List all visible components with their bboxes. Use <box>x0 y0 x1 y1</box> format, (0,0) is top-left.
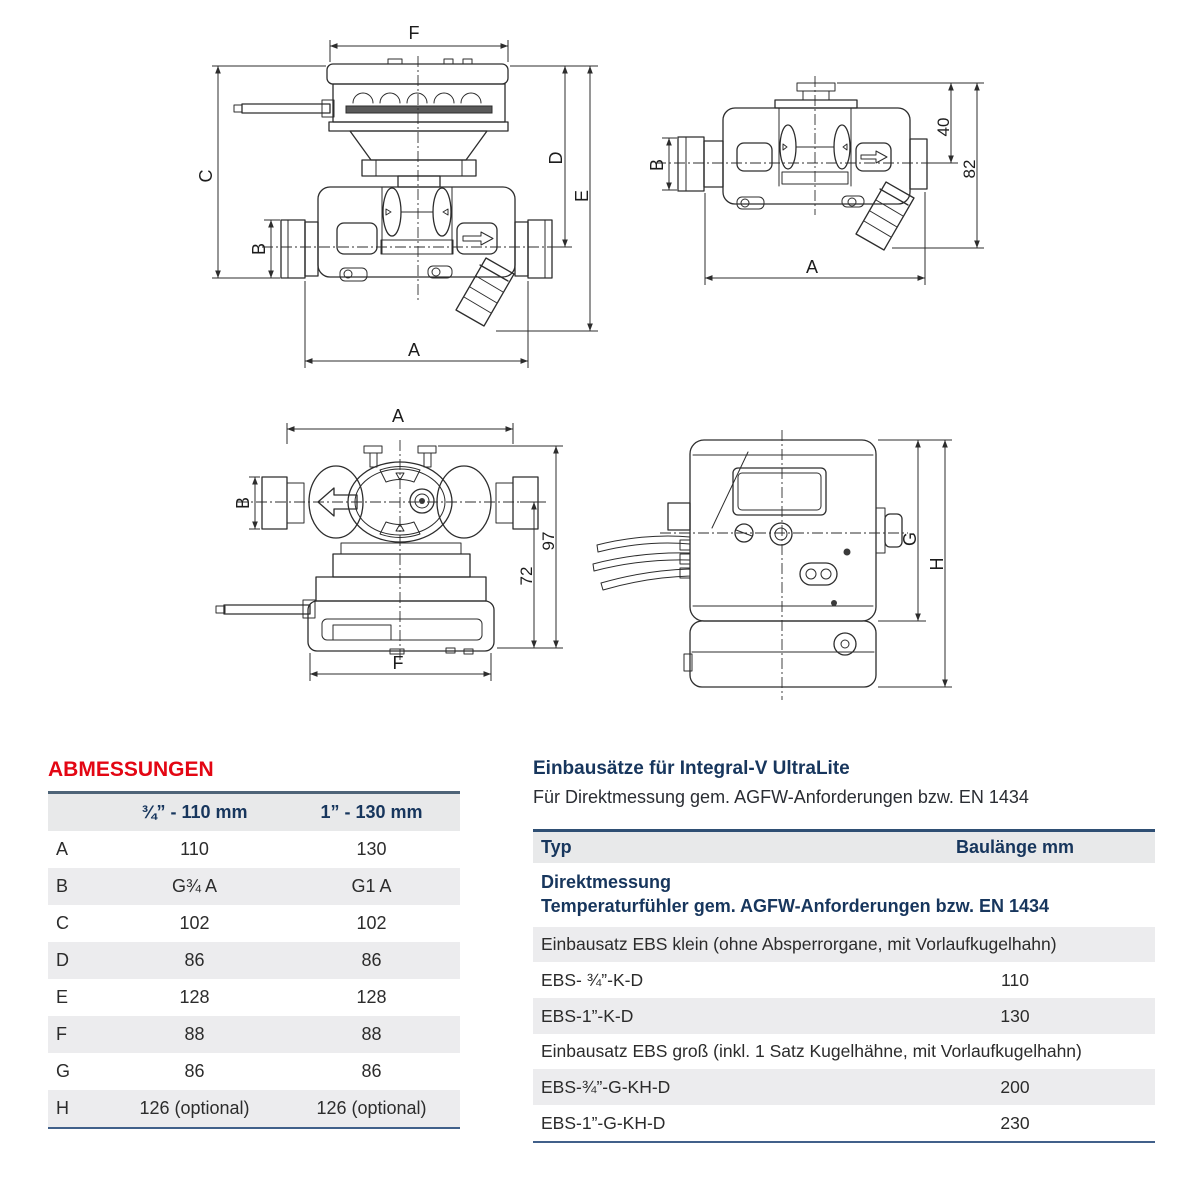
col-header-1inch: 1” - 130 mm <box>320 802 423 822</box>
dim-row-label: E <box>56 987 69 1007</box>
dim-value: 86 <box>184 950 205 970</box>
dim-value: 126 (optional) <box>316 1098 427 1118</box>
dim-value: 128 <box>356 987 387 1007</box>
length-value: 230 <box>1000 1112 1030 1133</box>
table-row <box>48 942 460 979</box>
dim-label-e-front: E <box>572 189 592 203</box>
dim-label-b-top: B <box>233 496 253 510</box>
dim-value: 86 <box>184 1061 205 1081</box>
table-row <box>48 831 460 868</box>
dim-label-97: 97 <box>539 531 558 551</box>
section-line: Temperaturfühler gem. AGFW-Anforderungen bzw. EN 1434 <box>541 896 1050 916</box>
dim-value: 126 (optional) <box>139 1098 250 1118</box>
dim-row-label: B <box>56 876 69 896</box>
type-code: EBS-¾”-G-KH-D <box>541 1076 671 1097</box>
length-value: 110 <box>1001 969 1029 990</box>
einbausaetze-subtitle: Für Direktmessung gem. AGFW-Anforderungen bzw. EN 1434 <box>533 787 1029 807</box>
dim-label-40: 40 <box>934 117 953 137</box>
dim-label-b-side: B <box>647 158 667 172</box>
dim-row-label: D <box>56 950 69 970</box>
type-code: EBS- ¾”-K-D <box>541 969 644 990</box>
table-header-row <box>533 832 1155 863</box>
dim-row-label: A <box>56 839 69 859</box>
abmessungen-table <box>48 791 460 1129</box>
register-side-view-drawing <box>593 430 952 700</box>
einbausaetze-section <box>533 758 1155 1143</box>
dim-value: G1 A <box>351 876 392 896</box>
strainer-valve <box>456 258 514 326</box>
dim-label-f-top: F <box>392 653 404 673</box>
table-row <box>533 1105 1155 1141</box>
col-header-baulaenge: Baulänge mm <box>955 837 1075 857</box>
lcd-display <box>733 468 826 515</box>
table-row <box>533 1069 1155 1105</box>
dim-label-a-front: A <box>407 340 421 360</box>
table-row <box>48 868 460 905</box>
temperature-probe <box>234 100 334 117</box>
table-group-row: Einbausatz EBS groß (inkl. 1 Satz Kugelhähne, mit Vorlaufkugelhahn) <box>541 1041 1082 1061</box>
dim-value: 102 <box>179 913 210 933</box>
abmessungen-title: ABMESSUNGEN <box>48 758 214 781</box>
type-code: EBS-1”-K-D <box>541 1005 634 1026</box>
register-display-bar <box>346 106 492 113</box>
front-view-drawing <box>196 23 598 368</box>
dim-label-g: G <box>900 531 920 547</box>
einbausaetze-table <box>533 829 1155 1143</box>
dim-row-label: G <box>56 1061 71 1081</box>
table-row <box>48 979 460 1016</box>
dim-label-a-side: A <box>805 257 819 277</box>
abmessungen-section <box>48 758 460 1129</box>
length-value: 130 <box>1000 1005 1030 1026</box>
dim-label-b-front: B <box>249 242 269 256</box>
table-row <box>533 962 1155 998</box>
dim-row-label: H <box>56 1098 69 1118</box>
table-row <box>48 905 460 942</box>
table-section-header <box>533 863 1155 927</box>
table-row <box>48 1053 460 1090</box>
table-group-row: Einbausatz EBS klein (ohne Absperrorgane, mit Vorlaufkugelhahn) <box>533 927 1155 962</box>
einbausaetze-title: Einbausätze für Integral-V UltraLite <box>533 758 850 779</box>
dim-value: 128 <box>179 987 210 1007</box>
top-view-drawing <box>216 406 563 681</box>
dim-label-a-top: A <box>391 406 405 426</box>
dim-value: G¾ A <box>171 876 218 896</box>
temperature-probe <box>216 600 315 618</box>
dim-value: 86 <box>361 950 382 970</box>
table-header-row <box>48 794 460 831</box>
dim-label-c-front: C <box>196 169 216 183</box>
dim-value: 88 <box>361 1024 382 1044</box>
dim-value: 88 <box>184 1024 205 1044</box>
dim-value: 102 <box>356 913 387 933</box>
section-line: Direktmessung <box>541 872 672 892</box>
body-side-view-drawing <box>647 76 984 285</box>
dim-label-82: 82 <box>960 159 979 179</box>
dim-row-label: F <box>56 1024 67 1044</box>
table-row <box>533 998 1155 1034</box>
dim-value: 110 <box>180 839 209 859</box>
dim-row-label: C <box>56 913 69 933</box>
table-row <box>48 1016 460 1053</box>
dim-value: 130 <box>356 839 387 859</box>
strainer-valve <box>856 182 914 250</box>
connection-cables <box>593 503 690 590</box>
length-value: 200 <box>1000 1076 1030 1097</box>
col-header-34inch: ¾” - 110 mm <box>141 802 248 822</box>
dim-label-72: 72 <box>517 566 536 586</box>
flow-direction-arrow-icon <box>861 151 887 163</box>
flow-direction-arrow-icon <box>463 232 493 245</box>
col-header-typ: Typ <box>541 837 572 857</box>
type-code: EBS-1”-G-KH-D <box>541 1112 666 1133</box>
table-row <box>48 1090 460 1127</box>
dim-label-f-front: F <box>408 23 420 43</box>
dim-value: 86 <box>361 1061 382 1081</box>
dim-label-h: H <box>927 557 947 571</box>
dim-label-d-front: D <box>546 151 566 165</box>
